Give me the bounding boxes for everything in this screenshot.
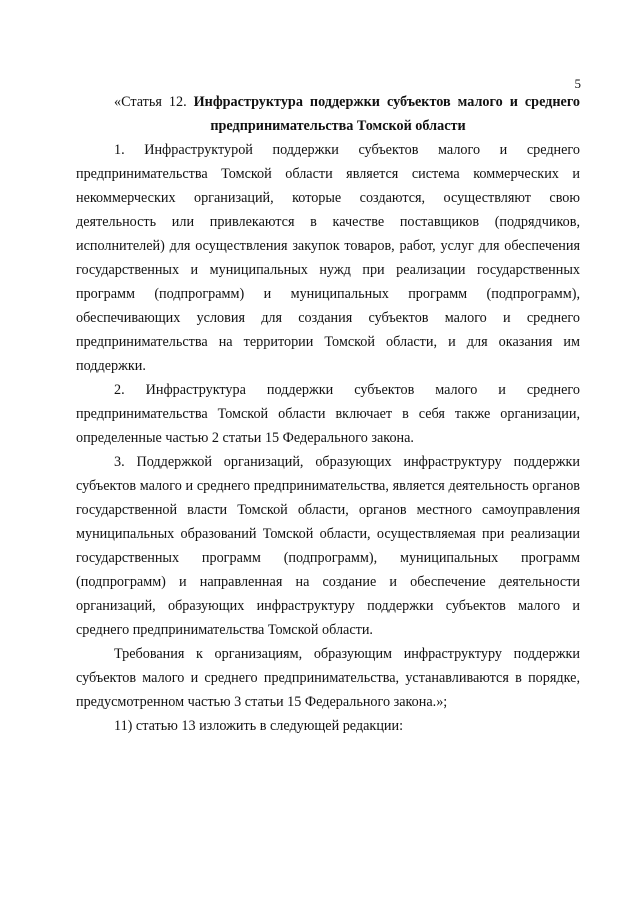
- paragraph-requirements: Требования к организациям, образующим инфраструктуру поддержки субъектов малого и среднего предпринимательства, устанавливаются в порядке, предусмотренном частью 3 статьи 15 Федерального закона.»;: [76, 646, 580, 710]
- paragraph-1: 1. Инфраструктурой поддержки субъектов малого и среднего предпринимательства Томской области является система коммерческих и некоммерческих организаций, которые создаются, осуществляют свою деятельность или привлекаются в качестве поставщиков (подрядчиков, исполнителей) для осуществления закупок товаров, работ, услуг для обеспечения государственных и муниципальных нужд при реализации государственных программ (подпрограмм) и муниципальных программ (подпрограмм), обеспечивающих условия для создания субъектов малого и среднего предпринимательства на территории Томской области, и для оказания им поддержки.: [76, 142, 580, 374]
- article-heading: [76, 90, 580, 114]
- article-title-line1: Инфраструктура поддержки субъектов малого и среднего: [193, 94, 581, 110]
- article-prefix: «Статья 12.: [114, 94, 187, 110]
- article-title-line2: предпринимательства Томской области: [210, 118, 466, 134]
- paragraph-3: 3. Поддержкой организаций, образующих инфраструктуру поддержки субъектов малого и среднего предпринимательства, является деятельность органов государственной власти Томской области, органов местного самоуправления муниципальных образований Томской области, осуществляемая при реализации государственных программ (подпрограмм), муниципальных программ (подпрограмм) и направленная на создание и обеспечение деятельности организаций, образующих инфраструктуру поддержки субъектов малого и среднего предпринимательства Томской области.: [76, 454, 580, 638]
- paragraph-amendment-11: 11) статью 13 изложить в следующей редакции:: [114, 718, 404, 734]
- paragraph-2: 2. Инфраструктура поддержки субъектов малого и среднего предпринимательства Томской области включает в себя также организации, определенные частью 2 статьи 15 Федерального закона.: [76, 382, 580, 446]
- document-body: [76, 90, 580, 738]
- page-number: 5: [574, 76, 581, 91]
